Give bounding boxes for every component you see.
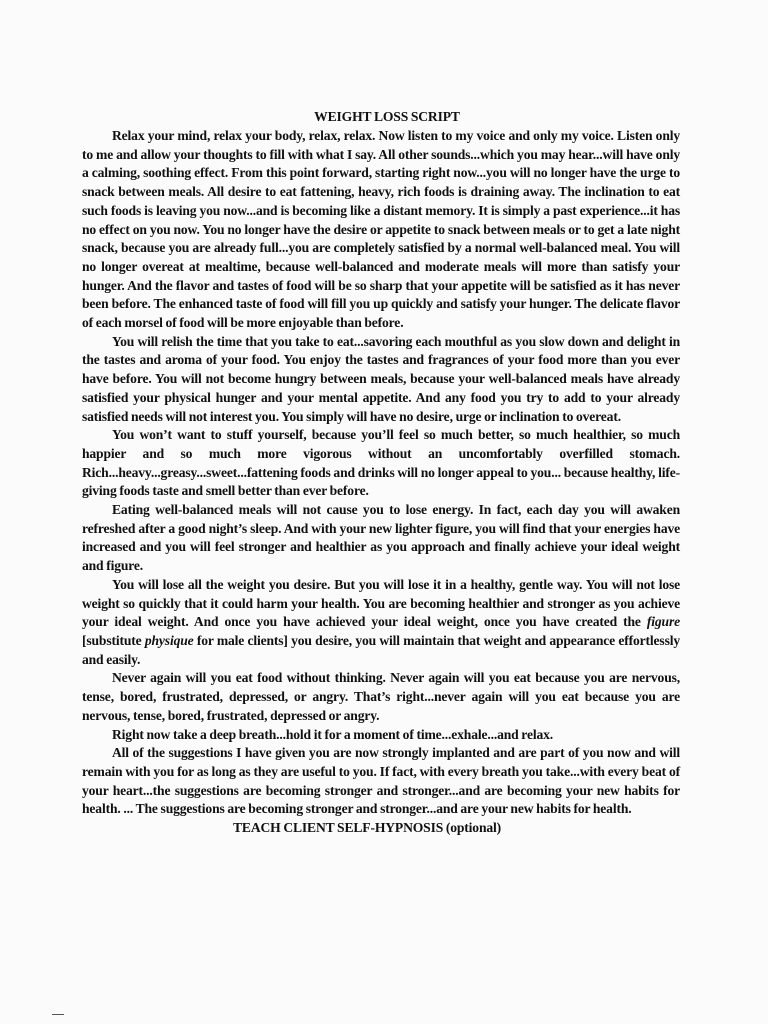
paragraph-1: Relax your mind, relax your body, relax, relax. Now listen to my voice and only my voice. Listen only to me and allow your thoughts to fill with what I say. All other sounds...which you may hear...will have only a calming, soothing effect. From this point forward, starting right now...you will no longer have the urge to snack between meals. All desire to eat fattening, heavy, rich foods is draining away. The inclination to eat such foods is leaving you now...and is becoming like a distant memory. It is simply a past experience...it has no effect on you now. You no longer have the desire or appetite to snack between meals or to get a late night snack, because you are already full...you are completely satisfied by a normal well-balanced meal. You will no longer overeat at mealtime, because well-balanced and moderate meals will more than satisfy your hunger. And the flavor and tastes of food will be so sharp that your appetite will be satisfied as it has never been before. The enhanced taste of food will fill you up quickly and satisfy your hunger. The delicate flavor of each morsel of food will be more enjoyable than before. <box>82 128 680 331</box>
paragraph-4: Eating well-balanced meals will not cause you to lose energy. In fact, each day you will awaken refreshed after a good night’s sleep. And with your new lighter figure, you will find that your energies have increased and you will feel stronger and healthier as you approach and finally achieve your ideal weight and figure. <box>82 502 680 574</box>
document-title: WEIGHT LOSS SCRIPT <box>314 109 460 124</box>
paragraph-5-text-b: [substitute <box>82 632 145 648</box>
document-page <box>82 108 680 838</box>
paragraph-5-text-c: for male clients] you desire, you will maintain that weight and appearance effortlessly and easily. <box>82 632 680 667</box>
paragraph-6: Never again will you eat food without thinking. Never again will you eat because you are nervous, tense, bored, frustrated, depressed, or angry. That’s right...never again will you eat because you are nervous, tense, bored, frustrated, depressed or angry. <box>82 670 680 723</box>
paragraph-7: Right now take a deep breath...hold it for a moment of time...exhale...and relax. <box>112 726 553 742</box>
paragraph-5-italic-physique: physique <box>144 632 194 648</box>
paragraph-5 <box>82 576 680 670</box>
scan-mark <box>52 1014 64 1015</box>
paragraph-5-text-a: You will lose all the weight you desire. But you will lose it in a healthy, gentle way. You will not lose weight so quickly that it could harm your health. You are becoming healthier and stronger as you achieve your ideal weight. And once you have achieved your ideal weight, once you have created the <box>82 576 680 630</box>
paragraph-8: All of the suggestions I have given you are now strongly implanted and are part of you now and will remain with you for as long as they are useful to you. If fact, with every breath you take...with every beat of your heart...the suggestions are becoming stronger and stronger...and are becoming your new habits for health. ... The suggestions are becoming stronger and stronger...and are your new habits for health. <box>82 745 680 817</box>
paragraph-2: You will relish the time that you take to eat...savoring each mouthful as you slow down and delight in the tastes and aroma of your food. You enjoy the tastes and fragrances of your food more than you ever have before. You will not become hungry between meals, because your well-balanced meals have already satisfied your physical hunger and your mental appetite. And any food you try to add to your already satisfied needs will not interest you. You simply will have no desire, urge or inclination to overeat. <box>82 333 680 424</box>
paragraph-3: You won’t want to stuff yourself, because you’ll feel so much better, so much healthier, so much happier and so much more vigorous without an uncomfortably overfilled stomach. Rich...heavy...greasy...sweet...fattening foods and drinks will no longer appeal to you... because healthy, life-giving foods taste and smell better than ever before. <box>82 427 680 499</box>
footer-instruction: TEACH CLIENT SELF-HYPNOSIS (optional) <box>232 820 502 836</box>
paragraph-5-italic-figure: figure <box>646 614 680 630</box>
